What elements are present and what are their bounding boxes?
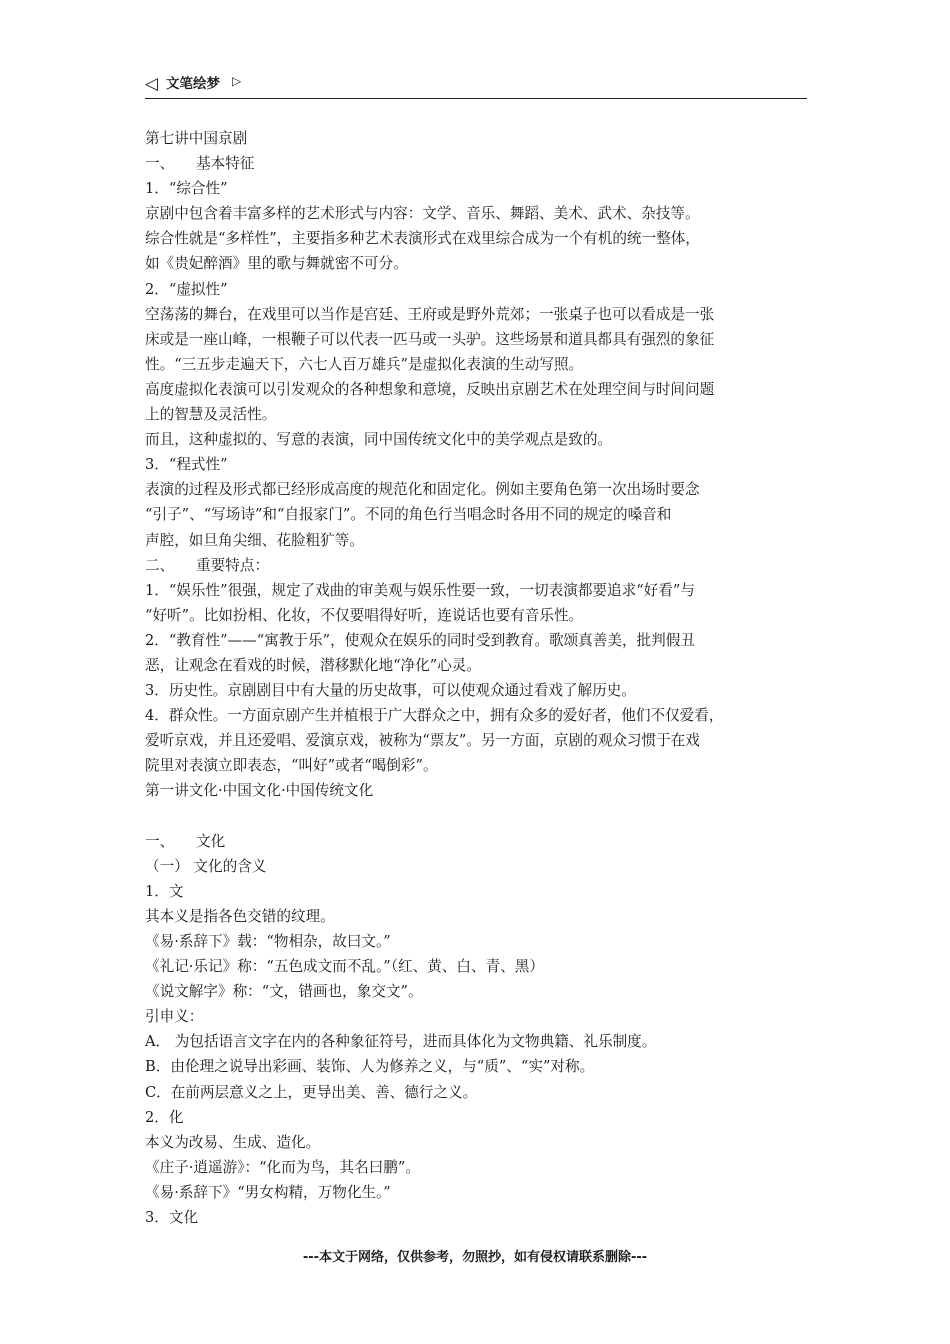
- text-line: 1．“娱乐性”很强，规定了戏曲的审美观与娱乐性要一致，一切表演都要追求“好看”与: [145, 581, 695, 599]
- text-line: “引子”、“写场诗”和“自报家门”。不同的角色行当唱念时各用不同的规定的嗓音和: [145, 506, 672, 524]
- right-triangle-icon: ▷: [232, 74, 242, 88]
- header-brand: 文笔绘梦: [166, 76, 220, 92]
- text-line: “好听”。比如扮相、化妆，不仅要唱得好听，连说话也要有音乐性。: [145, 606, 584, 624]
- text-line: 1．“综合性”: [145, 180, 228, 198]
- text-line: 其本义是指各色交错的纹理。: [145, 907, 335, 925]
- text-line: 引申义：: [145, 1008, 204, 1026]
- text-line: 声腔，如旦角尖细、花脸粗犷等。: [145, 531, 364, 549]
- text-line: 高度虚拟化表演可以引发观众的各种想象和意境，反映出京剧艺术在处理空间与时间问题: [145, 380, 715, 398]
- text-line: 如《贵妃醉酒》里的歌与舞就密不可分。: [145, 255, 408, 273]
- text-line: 而且，这种虚拟的、写意的表演，同中国传统文化中的美学观点是致的。: [145, 431, 613, 449]
- text-line: 3．历史性。京剧剧目中有大量的历史故事，可以使观众通过看戏了解历史。: [145, 682, 636, 700]
- text-line: （一） 文化的含义: [145, 857, 267, 875]
- text-line: 恶，让观念在看戏的时候，潜移默化地“净化”心灵。: [145, 656, 481, 674]
- page-header: [145, 72, 807, 99]
- page-footer: ---本文于网络，仅供参考，勿照抄，如有侵权请联系删除---: [302, 1250, 648, 1265]
- text-line: 综合性就是“多样性”，主要指多种艺术表演形式在戏里综合成为一个有机的统一整体，: [145, 230, 700, 248]
- text-line: 床或是一座山峰，一根鞭子可以代表一匹马或一头驴。这些场景和道具都具有强烈的象征: [145, 330, 715, 348]
- text-line: 《易·系辞下》载：“物相杂，故曰文。”: [145, 933, 391, 950]
- text-line: 二、 重要特点：: [145, 556, 270, 574]
- text-line: A． 为包括语言文字在内的各种象征符号，进而具体化为文物典籍、礼乐制度。: [145, 1033, 657, 1051]
- text-line: 一、 基本特征: [145, 155, 255, 173]
- text-line: 京剧中包含着丰富多样的艺术形式与内容：文学、音乐、舞蹈、美术、武术、杂技等。: [145, 205, 700, 223]
- text-line: 2．化: [145, 1108, 184, 1126]
- text-line: 《说文解字》称：“文，错画也，象交文”。: [145, 983, 423, 1001]
- text-line: 第一讲文化·中国文化·中国传统文化: [145, 782, 374, 800]
- text-line: 性。“三五步走遍天下，六七人百万雄兵”是虚拟化表演的生动写照。: [145, 355, 584, 373]
- text-line: [145, 804, 810, 829]
- text-line: 上的智慧及灵活性。: [145, 406, 277, 424]
- text-line: 《礼记·乐记》称：“五色成文而不乱。”（红、黄、白、青、黑）: [145, 958, 544, 976]
- text-line: 表演的过程及形式都已经形成高度的规范化和固定化。例如主要角色第一次出场时要念: [145, 481, 700, 499]
- text-line: C．在前两层意义之上，更导出美、善、德行之义。: [145, 1083, 478, 1101]
- document-body: [145, 126, 810, 1230]
- text-line: 本义为改易、生成、造化。: [145, 1133, 321, 1151]
- text-line: 2．“教育性”——“寓教于乐”，使观众在娱乐的同时受到教育。歌颂真善美，批判假丑: [145, 631, 695, 649]
- text-line: 爱听京戏，并且还爱唱、爱演京戏，被称为“票友”。另一方面，京剧的观众习惯于在戏: [145, 732, 700, 750]
- text-line: 空荡荡的舞台，在戏里可以当作是宫廷、王府或是野外荒郊；一张桌子也可以看成是一张: [145, 305, 715, 323]
- text-line: 3．文化: [145, 1209, 199, 1227]
- text-line: 一、 文化: [145, 832, 226, 850]
- left-triangle-icon: ◁: [145, 74, 159, 94]
- text-line: 1．文: [145, 882, 184, 900]
- text-line: 2．“虚拟性”: [145, 280, 228, 298]
- text-line: 3．“程式性”: [145, 456, 228, 474]
- text-line: B．由伦理之说导出彩画、装饰、人为修养之义，与“质”、“实”对称。: [145, 1058, 595, 1076]
- text-line: 4．群众性。一方面京剧产生并植根于广大群众之中，拥有众多的爱好者，他们不仅爱看，: [145, 707, 724, 725]
- text-line: 第七讲中国京剧: [145, 130, 248, 147]
- text-line: 《易·系辞下》“男女构精，万物化生。”: [145, 1183, 391, 1201]
- text-line: 《庄子·逍遥游》：“化而为鸟，其名曰鹏”。: [145, 1158, 420, 1176]
- text-line: 院里对表演立即表态，“叫好”或者“喝倒彩”。: [145, 757, 438, 775]
